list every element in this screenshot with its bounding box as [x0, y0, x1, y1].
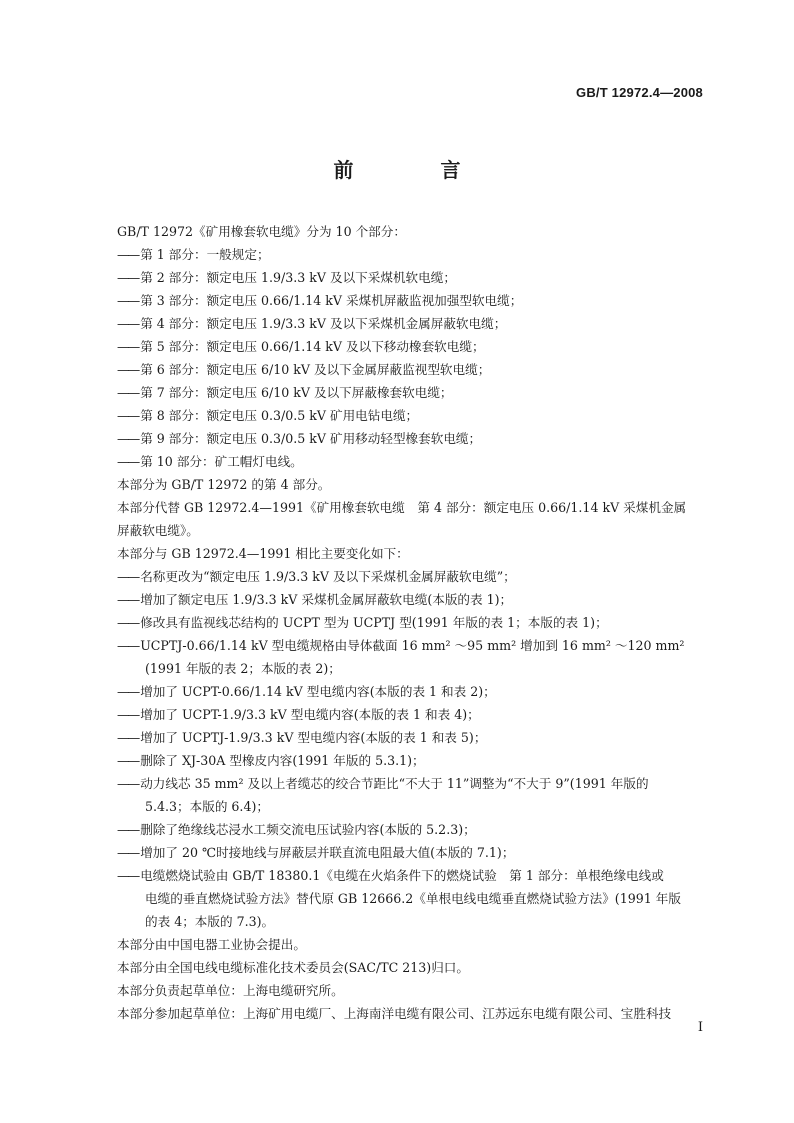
paragraph-line: 屏蔽软电缆》。	[117, 523, 199, 538]
list-item: —— 第 4 部分：额定电压 1.9/3.3 kV 及以下采煤机金属屏蔽软电缆；	[117, 312, 707, 335]
paragraph-line: GB/T 12972《矿用橡套软电缆》分为 10 个部分：	[117, 224, 406, 239]
list-item: —— 第 8 部分：额定电压 0.3/0.5 kV 矿用电钻电缆；	[117, 404, 707, 427]
list-item: —— 增加了额定电压 1.9/3.3 kV 采煤机金属屏蔽软电缆(本版的表 1)；	[117, 588, 707, 611]
list-item: —— 第 5 部分：额定电压 0.66/1.14 kV 及以下移动橡套软电缆；	[117, 335, 707, 358]
list-item: —— 修改具有监视线芯结构的 UCPT 型为 UCPTJ 型(1991 年版的表 1；本版的表 1)；	[117, 611, 707, 634]
page-title: 前 言	[333, 158, 501, 182]
list-item: —— 删除了绝缘线芯浸水工频交流电压试验内容(本版的 5.2.3)；	[117, 818, 707, 841]
paragraph-line: 本部分与 GB 12972.4—1991 相比主要变化如下：	[117, 546, 409, 561]
standard-number: GB/T 12972.4—2008	[576, 85, 703, 100]
paragraph-line: 本部分由中国电器工业协会提出。	[117, 937, 306, 952]
list-item: —— 增加了 UCPT-1.9/3.3 kV 型电缆内容(本版的表 1 和表 4)；	[117, 703, 707, 726]
list-item: —— 第 10 部分：矿工帽灯电线。	[117, 450, 707, 473]
list-item: —— 第 2 部分：额定电压 1.9/3.3 kV 及以下采煤机软电缆；	[117, 266, 707, 289]
list-item: —— 第 7 部分：额定电压 6/10 kV 及以下屏蔽橡套软电缆；	[117, 381, 707, 404]
paragraph-line: 本部分代替 GB 12972.4—1991《矿用橡套软电缆 第 4 部分：额定电压 0.66/1.14 kV 采煤机金属	[117, 500, 687, 515]
list-item-continuation: 电缆的垂直燃烧试验方法》替代原 GB 12666.2《单根电线电缆垂直燃烧试验方法》(1991 年版	[145, 891, 681, 906]
paragraph-line: 本部分参加起草单位：上海矿用电缆厂、上海南洋电缆有限公司、江苏远东电缆有限公司、宝胜科技	[117, 1006, 672, 1021]
list-item: —— 电缆燃烧试验由 GB/T 18380.1《电缆在火焰条件下的燃烧试验 第 1 部分：单根绝缘电线或	[117, 864, 707, 887]
list-item-continuation: 5.4.3；本版的 6.4)；	[145, 799, 269, 814]
list-item-continuation: 的表 4；本版的 7.3)。	[145, 914, 275, 929]
list-item: —— 删除了 XJ-30A 型橡皮内容(1991 年版的 5.3.1)；	[117, 749, 707, 772]
paragraph-line: 本部分负责起草单位：上海电缆研究所。	[117, 983, 344, 998]
list-item: —— 第 9 部分：额定电压 0.3/0.5 kV 矿用移动轻型橡套软电缆；	[117, 427, 707, 450]
list-item: —— UCPTJ-0.66/1.14 kV 型电缆规格由导体截面 16 mm² ～95 mm² 增加到 16 mm² ～120 mm²	[117, 634, 707, 657]
list-item: —— 名称更改为“额定电压 1.9/3.3 kV 及以下采煤机金属屏蔽软电缆”；	[117, 565, 707, 588]
foreword-body	[117, 220, 707, 1025]
list-item: —— 第 3 部分：额定电压 0.66/1.14 kV 采煤机屏蔽监视加强型软电缆；	[117, 289, 707, 312]
list-item: —— 第 1 部分：一般规定；	[117, 243, 707, 266]
list-item-continuation: (1991 年版的表 2；本版的表 2)；	[145, 661, 341, 676]
list-item: —— 增加了 UCPTJ-1.9/3.3 kV 型电缆内容(本版的表 1 和表 5)；	[117, 726, 707, 749]
list-item: —— 第 6 部分：额定电压 6/10 kV 及以下金属屏蔽监视型软电缆；	[117, 358, 707, 381]
list-item: —— 动力线芯 35 mm² 及以上者缆芯的绞合节距比“不大于 11”调整为“不大于 9”(1991 年版的	[117, 772, 707, 795]
list-item: —— 增加了 UCPT-0.66/1.14 kV 型电缆内容(本版的表 1 和表 2)；	[117, 680, 707, 703]
page-number: I	[697, 1020, 703, 1035]
paragraph-line: 本部分由全国电线电缆标准化技术委员会(SAC/TC 213)归口。	[117, 960, 469, 975]
list-item: —— 增加了 20 ℃时接地线与屏蔽层并联直流电阻最大值(本版的 7.1)；	[117, 841, 707, 864]
paragraph-line: 本部分为 GB/T 12972 的第 4 部分。	[117, 477, 331, 492]
